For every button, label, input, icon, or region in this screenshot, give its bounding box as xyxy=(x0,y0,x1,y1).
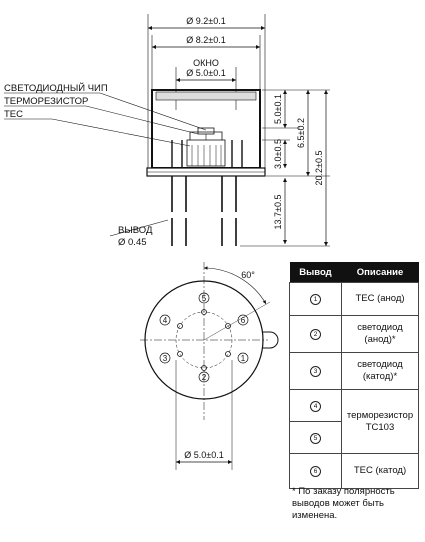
angle-label: 60° xyxy=(241,270,255,280)
total-height-label: 20.2±0.5 xyxy=(314,150,324,186)
lead-length-label: 13.7±0.5 xyxy=(273,194,283,230)
pin-number-4: 4 xyxy=(162,316,168,325)
led-chip-label: СВЕТОДИОДНЫЙ ЧИП xyxy=(4,83,108,94)
cap-height-label: 6.5±0.2 xyxy=(296,118,306,148)
pin-cell: 3 xyxy=(290,353,342,390)
footnote: * По заказу полярность выводов может быть изменена. xyxy=(292,486,395,521)
desc-cell: светодиод (анод)* xyxy=(342,316,419,353)
table-row xyxy=(290,353,419,390)
pin-cell: 1 xyxy=(290,283,342,316)
table-row xyxy=(290,390,419,422)
table-row xyxy=(290,283,419,316)
pin-number-1: 1 xyxy=(240,354,246,363)
table-row xyxy=(290,316,419,353)
lead-label: ВЫВОД xyxy=(118,225,153,236)
pin-circle-diameter-label: Ø 5.0±0.1 xyxy=(184,450,224,460)
lead-diameter-label: Ø 0.45 xyxy=(118,237,147,248)
thermistor-label: ТЕРМОРЕЗИСТОР xyxy=(4,96,89,107)
pin-number-6: 6 xyxy=(240,316,246,325)
pin-number-2: 2 xyxy=(201,373,207,382)
pin-cell: 6 xyxy=(290,454,342,489)
inner-diameter-label: Ø 8.2±0.1 xyxy=(186,35,226,45)
pin-number-5: 5 xyxy=(201,294,207,303)
desc-cell: светодиод (катод)* xyxy=(342,353,419,390)
desc-cell: терморезистор ТС103 xyxy=(342,390,419,454)
desc-cell: TEC (анод) xyxy=(342,283,419,316)
header-pin: Вывод xyxy=(290,262,342,283)
desc-cell: TEC (катод) xyxy=(342,454,419,489)
mid-height-label: 3.0±0.5 xyxy=(273,139,283,169)
window-diameter-label: Ø 5.0±0.1 xyxy=(186,68,226,78)
pin-cell: 5 xyxy=(290,422,342,454)
tec-label: TEC xyxy=(4,109,23,120)
pin-table xyxy=(289,262,419,489)
bottom-view xyxy=(140,262,278,470)
pin-table-header xyxy=(290,262,419,283)
chip-height-label: 5.0±0.1 xyxy=(273,94,283,124)
leads xyxy=(172,176,236,246)
table-row xyxy=(290,454,419,489)
outer-diameter-label: Ø 9.2±0.1 xyxy=(186,16,226,26)
window-label: ОКНО xyxy=(193,58,219,68)
pin-cell: 4 xyxy=(290,390,342,422)
pin-number-3: 3 xyxy=(162,354,168,363)
pin-cell: 2 xyxy=(290,316,342,353)
header-description: Описание xyxy=(342,262,419,283)
